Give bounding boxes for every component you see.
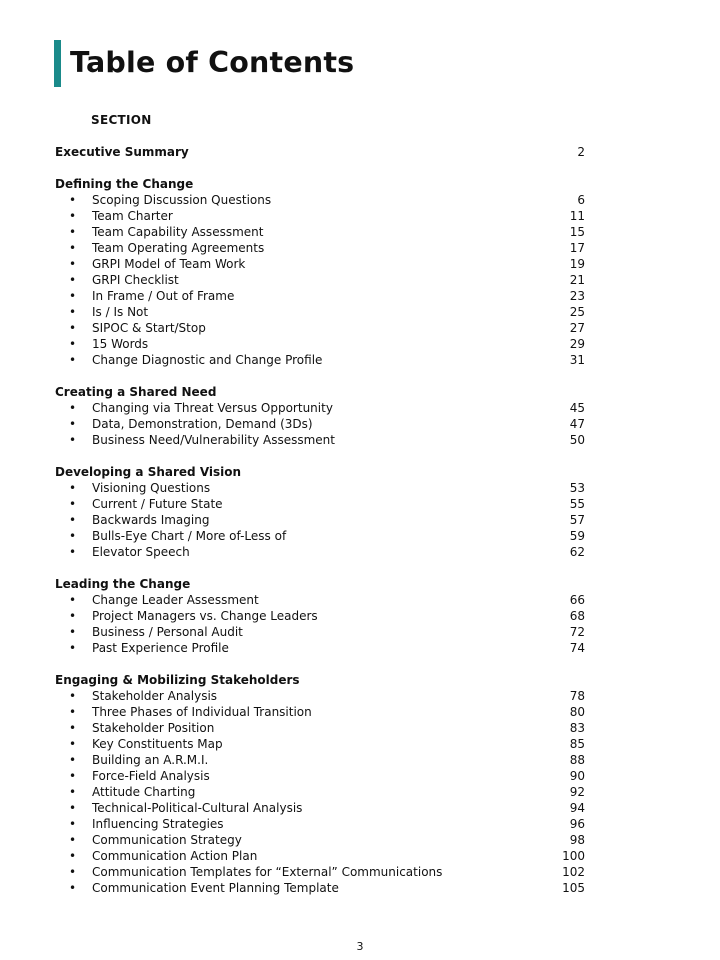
toc-entry-page: 78 bbox=[569, 689, 585, 703]
spacer bbox=[55, 368, 585, 384]
toc-group-label: Leading the Change bbox=[55, 577, 191, 591]
toc-entry-page: 19 bbox=[569, 257, 585, 271]
bullet-icon: • bbox=[69, 641, 77, 655]
toc-entry[interactable] bbox=[55, 864, 585, 880]
toc-entry[interactable] bbox=[55, 400, 585, 416]
bullet-icon: • bbox=[69, 689, 77, 703]
toc-entry[interactable] bbox=[55, 816, 585, 832]
toc-entry-label: Attitude Charting bbox=[92, 785, 196, 799]
toc-entry-executive-summary[interactable] bbox=[55, 144, 585, 160]
toc-entry[interactable] bbox=[55, 272, 585, 288]
toc-entry[interactable] bbox=[55, 240, 585, 256]
bullet-icon: • bbox=[69, 353, 77, 367]
toc-entry-page: 96 bbox=[569, 817, 585, 831]
toc-entry-label: Technical-Political-Cultural Analysis bbox=[92, 801, 303, 815]
bullet-icon: • bbox=[69, 849, 77, 863]
toc-entry-label: Is / Is Not bbox=[92, 305, 149, 319]
toc-entry-label: Data, Demonstration, Demand (3Ds) bbox=[92, 417, 313, 431]
toc-entry[interactable] bbox=[55, 320, 585, 336]
toc-entry-page: 55 bbox=[569, 497, 585, 511]
toc-entry-page: 17 bbox=[569, 241, 585, 255]
toc-entry-page: 100 bbox=[562, 849, 585, 863]
spacer bbox=[55, 656, 585, 672]
toc-entry-label: Influencing Strategies bbox=[92, 817, 224, 831]
toc-entry-label: Bulls-Eye Chart / More of-Less of bbox=[92, 529, 287, 543]
toc-entry[interactable] bbox=[55, 768, 585, 784]
toc-entry-page: 68 bbox=[569, 609, 585, 623]
spacer bbox=[55, 160, 585, 176]
toc-entry-label: Change Leader Assessment bbox=[92, 593, 259, 607]
toc-entry-label: Current / Future State bbox=[92, 497, 223, 511]
toc-group-label: Defining the Change bbox=[55, 177, 194, 191]
toc-entry-label: Stakeholder Position bbox=[92, 721, 215, 735]
toc-entry[interactable] bbox=[55, 704, 585, 720]
toc-entry[interactable] bbox=[55, 432, 585, 448]
toc-entry[interactable] bbox=[55, 256, 585, 272]
bullet-icon: • bbox=[69, 817, 77, 831]
toc-entry-label: Building an A.R.M.I. bbox=[92, 753, 209, 767]
bullet-icon: • bbox=[69, 625, 77, 639]
toc-entry-label: Change Diagnostic and Change Profile bbox=[92, 353, 323, 367]
bullet-icon: • bbox=[69, 337, 77, 351]
toc-entry-page: 83 bbox=[569, 721, 585, 735]
toc-entry[interactable] bbox=[55, 640, 585, 656]
toc-entry-page: 57 bbox=[569, 513, 585, 527]
toc-entry-page: 80 bbox=[569, 705, 585, 719]
toc-entry[interactable] bbox=[55, 528, 585, 544]
toc-entry-label: Business / Personal Audit bbox=[92, 625, 243, 639]
toc-group-label: Creating a Shared Need bbox=[55, 385, 217, 399]
toc-entry-page: 47 bbox=[569, 417, 585, 431]
toc-entry-page: 74 bbox=[569, 641, 585, 655]
toc-entry[interactable] bbox=[55, 192, 585, 208]
toc-entry-page: 25 bbox=[569, 305, 585, 319]
bullet-icon: • bbox=[69, 737, 77, 751]
toc-entry-page: 15 bbox=[569, 225, 585, 239]
toc-entry-label: Team Operating Agreements bbox=[92, 241, 265, 255]
bullet-icon: • bbox=[69, 241, 77, 255]
toc-entry-label: 15 Words bbox=[92, 337, 149, 351]
bullet-icon: • bbox=[69, 801, 77, 815]
bullet-icon: • bbox=[69, 785, 77, 799]
toc-entry-page: 53 bbox=[569, 481, 585, 495]
toc-entry[interactable] bbox=[55, 720, 585, 736]
toc-entry-page: 105 bbox=[562, 881, 585, 895]
page-number: 3 bbox=[356, 940, 364, 953]
table-of-contents bbox=[55, 144, 585, 896]
toc-entry-page: 31 bbox=[569, 353, 585, 367]
toc-entry[interactable] bbox=[55, 608, 585, 624]
toc-entry[interactable] bbox=[55, 304, 585, 320]
toc-entry-label: Business Need/Vulnerability Assessment bbox=[92, 433, 335, 447]
toc-group-label: Engaging & Mobilizing Stakeholders bbox=[55, 673, 300, 687]
toc-entry[interactable] bbox=[55, 800, 585, 816]
toc-entry[interactable] bbox=[55, 832, 585, 848]
bullet-icon: • bbox=[69, 497, 77, 511]
toc-entry-label: Communication Templates for “External” Communications bbox=[92, 865, 443, 879]
toc-entry-label: Changing via Threat Versus Opportunity bbox=[92, 401, 333, 415]
toc-entry-label: Executive Summary bbox=[55, 145, 189, 159]
toc-entry-label: Team Capability Assessment bbox=[92, 225, 264, 239]
bullet-icon: • bbox=[69, 257, 77, 271]
toc-entry[interactable] bbox=[55, 544, 585, 560]
toc-entry-page: 94 bbox=[569, 801, 585, 815]
toc-entry[interactable] bbox=[55, 480, 585, 496]
toc-entry-page: 62 bbox=[569, 545, 585, 559]
toc-entry-page: 45 bbox=[569, 401, 585, 415]
toc-entry-page: 23 bbox=[569, 289, 585, 303]
toc-entry-page: 88 bbox=[569, 753, 585, 767]
toc-entry-page: 90 bbox=[569, 769, 585, 783]
bullet-icon: • bbox=[69, 609, 77, 623]
toc-group-label: Developing a Shared Vision bbox=[55, 465, 242, 479]
bullet-icon: • bbox=[69, 593, 77, 607]
bullet-icon: • bbox=[69, 193, 77, 207]
toc-entry[interactable] bbox=[55, 352, 585, 368]
toc-entry[interactable] bbox=[55, 848, 585, 864]
toc-entry-label: Communication Action Plan bbox=[92, 849, 258, 863]
toc-entry-page: 50 bbox=[569, 433, 585, 447]
toc-entry-page: 2 bbox=[577, 145, 585, 159]
toc-entry-label: Scoping Discussion Questions bbox=[92, 193, 272, 207]
toc-entry-label: Team Charter bbox=[92, 209, 173, 223]
toc-entry-label: GRPI Model of Team Work bbox=[92, 257, 246, 271]
toc-entry-page: 27 bbox=[569, 321, 585, 335]
bullet-icon: • bbox=[69, 481, 77, 495]
bullet-icon: • bbox=[69, 401, 77, 415]
toc-entry-label: SIPOC & Start/Stop bbox=[92, 321, 206, 335]
toc-entry[interactable] bbox=[55, 336, 585, 352]
toc-group-heading[interactable] bbox=[55, 464, 585, 480]
spacer bbox=[55, 560, 585, 576]
toc-entry[interactable] bbox=[55, 592, 585, 608]
toc-entry[interactable] bbox=[55, 224, 585, 240]
toc-entry-label: Backwards Imaging bbox=[92, 513, 210, 527]
toc-entry-page: 66 bbox=[569, 593, 585, 607]
toc-entry-page: 102 bbox=[562, 865, 585, 879]
toc-entry[interactable] bbox=[55, 736, 585, 752]
toc-entry-page: 72 bbox=[569, 625, 585, 639]
toc-entry-page: 6 bbox=[577, 193, 585, 207]
toc-entry-page: 85 bbox=[569, 737, 585, 751]
bullet-icon: • bbox=[69, 321, 77, 335]
bullet-icon: • bbox=[69, 273, 77, 287]
toc-entry[interactable] bbox=[55, 512, 585, 528]
toc-entry-label: Key Constituents Map bbox=[92, 737, 223, 751]
toc-entry-label: Visioning Questions bbox=[92, 481, 211, 495]
toc-group-heading[interactable] bbox=[55, 176, 585, 192]
toc-entry-page: 21 bbox=[569, 273, 585, 287]
bullet-icon: • bbox=[69, 881, 77, 895]
bullet-icon: • bbox=[69, 305, 77, 319]
toc-entry-label: In Frame / Out of Frame bbox=[92, 289, 235, 303]
toc-entry-page: 98 bbox=[569, 833, 585, 847]
bullet-icon: • bbox=[69, 753, 77, 767]
toc-entry-label: Past Experience Profile bbox=[92, 641, 229, 655]
bullet-icon: • bbox=[69, 721, 77, 735]
bullet-icon: • bbox=[69, 833, 77, 847]
bullet-icon: • bbox=[69, 513, 77, 527]
page-title: Table of Contents bbox=[70, 46, 355, 79]
spacer bbox=[55, 448, 585, 464]
bullet-icon: • bbox=[69, 417, 77, 431]
bullet-icon: • bbox=[69, 225, 77, 239]
toc-entry-label: GRPI Checklist bbox=[92, 273, 179, 287]
toc-group-heading[interactable] bbox=[55, 576, 585, 592]
toc-entry-page: 29 bbox=[569, 337, 585, 351]
bullet-icon: • bbox=[69, 705, 77, 719]
toc-entry-label: Elevator Speech bbox=[92, 545, 190, 559]
toc-entry[interactable] bbox=[55, 624, 585, 640]
bullet-icon: • bbox=[69, 769, 77, 783]
toc-entry[interactable] bbox=[55, 784, 585, 800]
bullet-icon: • bbox=[69, 289, 77, 303]
toc-entry-page: 11 bbox=[569, 209, 585, 223]
bullet-icon: • bbox=[69, 545, 77, 559]
toc-entry-page: 59 bbox=[569, 529, 585, 543]
toc-entry[interactable] bbox=[55, 416, 585, 432]
toc-entry[interactable] bbox=[55, 496, 585, 512]
section-column-heading: SECTION bbox=[91, 113, 152, 127]
toc-entry-page: 92 bbox=[569, 785, 585, 799]
toc-entry-label: Project Managers vs. Change Leaders bbox=[92, 609, 318, 623]
title-accent-bar bbox=[54, 40, 61, 87]
toc-group-heading[interactable] bbox=[55, 384, 585, 400]
bullet-icon: • bbox=[69, 209, 77, 223]
toc-entry[interactable] bbox=[55, 288, 585, 304]
toc-entry[interactable] bbox=[55, 880, 585, 896]
bullet-icon: • bbox=[69, 865, 77, 879]
toc-entry[interactable] bbox=[55, 688, 585, 704]
toc-entry[interactable] bbox=[55, 752, 585, 768]
toc-entry-label: Communication Strategy bbox=[92, 833, 242, 847]
toc-group-heading[interactable] bbox=[55, 672, 585, 688]
toc-entry-label: Three Phases of Individual Transition bbox=[92, 705, 312, 719]
toc-entry-label: Communication Event Planning Template bbox=[92, 881, 339, 895]
toc-entry-label: Stakeholder Analysis bbox=[92, 689, 218, 703]
toc-entry[interactable] bbox=[55, 208, 585, 224]
toc-entry-label: Force-Field Analysis bbox=[92, 769, 210, 783]
bullet-icon: • bbox=[69, 433, 77, 447]
bullet-icon: • bbox=[69, 529, 77, 543]
